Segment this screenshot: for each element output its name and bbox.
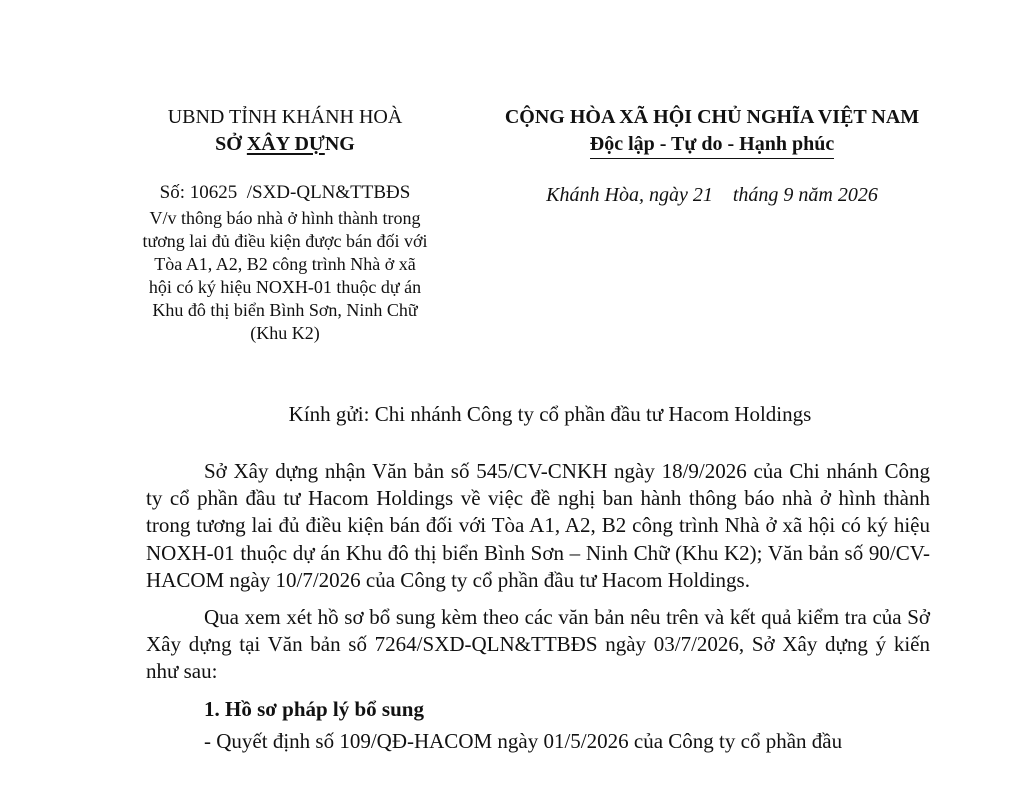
national-motto: Độc lập - Tự do - Hạnh phúc (590, 132, 834, 159)
bullet-item: - Quyết định số 109/QĐ-HACOM ngày 01/5/2026 của Công ty cổ phần đầu (204, 728, 843, 753)
agency-name-underlined: XÂY DỰ (246, 133, 325, 155)
recipient-line: Kính gửi: Chi nhánh Công ty cổ phần đầu tư Hacom Holdings (288, 402, 812, 426)
province-name: UBND TỈNH KHÁNH HOÀ (167, 106, 403, 128)
body-paragraph: Sở Xây dựng nhận Văn bản số 545/CV-CNKH ngày 18/9/2026 của Chi nhánh Công ty cổ phần đầu tư Hacom Holdings về việc đề nghị ban hành thông báo nhà ở hình thành trong tương lai đủ điều kiện bán đối với Tòa A1, A2, B2 công trình Nhà ở xã hội có ký hiệu NOXH-01 thuộc dự án Khu đô thị biển Bình Sơn – Ninh Chữ (Khu K2); Văn bản số 90/CV-HACOM ngày 10/7/2026 của Công ty cổ phần đầu tư Hacom Holdings. (146, 459, 930, 592)
document-number (130, 181, 440, 205)
national-title-block (462, 104, 962, 159)
date-day: 21 (692, 184, 713, 206)
doc-number-value: 10625 (189, 182, 238, 203)
subject-line: hội có ký hiệu NOXH-01 thuộc dự án (148, 277, 422, 297)
agency-name-prefix: SỞ (215, 133, 247, 155)
place-and-date (462, 181, 962, 209)
section-heading: 1. Hồ sơ pháp lý bổ sung (204, 696, 424, 721)
subject-line: V/v thông báo nhà ở hình thành trong (149, 208, 421, 228)
document-body (146, 458, 930, 755)
subject-line: (Khu K2) (250, 323, 320, 343)
place-text: Khánh Hòa, ngày (546, 184, 688, 206)
subject-line: Tòa A1, A2, B2 công trình Nhà ở xã (154, 254, 416, 274)
document-subject (130, 207, 440, 345)
doc-number-label: Số: (159, 182, 185, 203)
subject-line: Khu đô thị biển Bình Sơn, Ninh Chữ (152, 300, 418, 320)
issuing-authority-block (130, 104, 440, 158)
agency-name-suffix: NG (324, 133, 355, 155)
doc-number-code: /SXD-QLN&TTBĐS (246, 182, 411, 203)
country-name: CỘNG HÒA XÃ HỘI CHỦ NGHĨA VIỆT NAM (504, 106, 920, 128)
subject-line: tương lai đủ điều kiện được bán đối với (142, 231, 428, 251)
body-paragraph: Qua xem xét hồ sơ bổ sung kèm theo các văn bản nêu trên và kết quả kiểm tra của Sở Xây dựng tại Văn bản số 7264/SXD-QLN&TTBĐS ngày 03/7/2026, Sở Xây dựng ý kiến như sau: (146, 605, 930, 684)
agency-name (130, 131, 440, 158)
date-month-year: tháng 9 năm 2026 (732, 184, 878, 206)
